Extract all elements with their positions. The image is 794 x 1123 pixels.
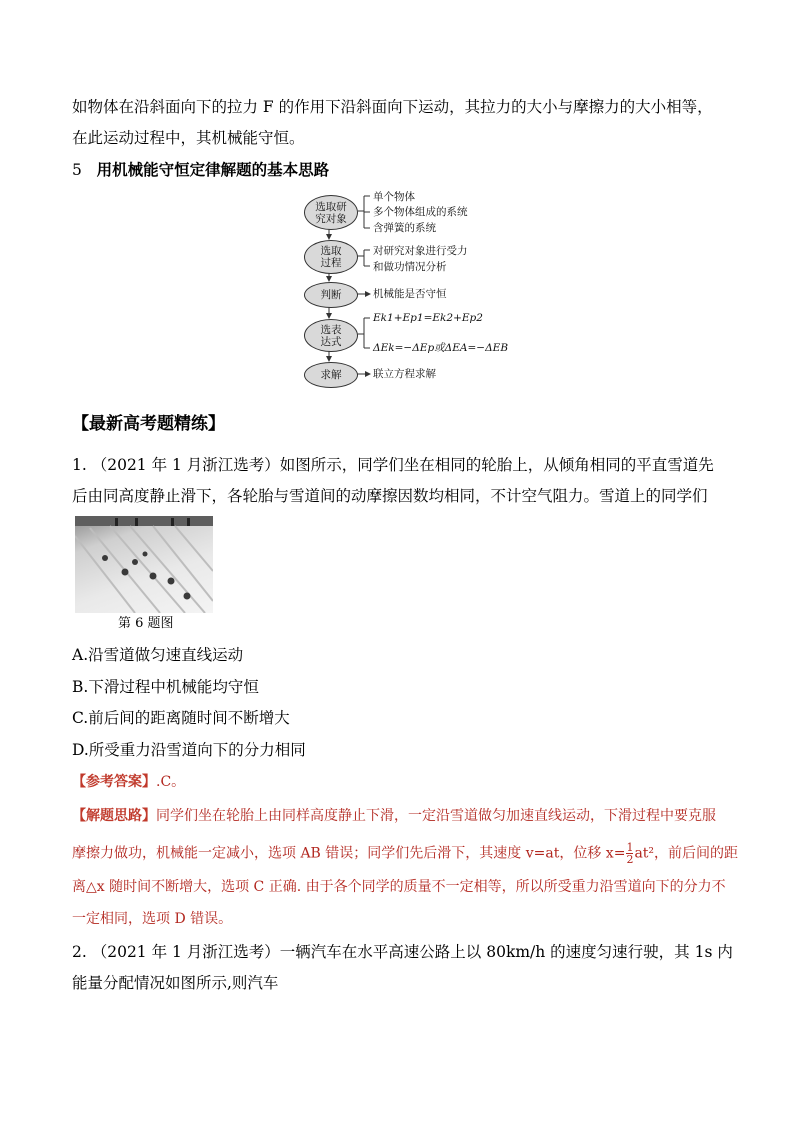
step-solve [304, 362, 358, 388]
solution-flow-diagram [300, 188, 509, 388]
step-label: 求解 [320, 369, 342, 381]
answer-line [72, 772, 185, 792]
analysis-line-1 [72, 806, 716, 826]
option-c: C.前后间的距离随时间不断增大 [72, 709, 290, 727]
analysis-line-2 [72, 842, 738, 865]
intro-line-2: 在此运动过程中，其机械能守恒。 [72, 129, 305, 147]
step-label: 选取过程 [320, 245, 342, 269]
analysis-label: 【解题思路】 [72, 808, 156, 824]
fraction-half: $\frac{1}{2}$ [626, 841, 634, 866]
option-d: D.所受重力沿雪道向下的分力相同 [72, 741, 306, 759]
note: 联立方程求解 [373, 368, 436, 380]
step-select-object [304, 195, 358, 230]
analysis-text-2a: 摩擦力做功，机械能一定减小，选项 AB 错误；同学们先后滑下，其速度 v=at，位移 x= [72, 845, 626, 862]
step-label: 选表达式 [320, 323, 342, 348]
q1-line-1: 1. （2021 年 1 月浙江选考）如图所示，同学们坐在相同的轮胎上，从倾角相同的平直雪道先 [72, 456, 714, 474]
analysis-line-3: 离△x 随时间不断增大，选项 C 正确. 由于各个同学的质量不一定相等，所以所受重力沿雪道向下的分力不 [72, 879, 726, 895]
formula-energy: Ek1+Ep1=Ek2+Ep2 [373, 312, 483, 324]
q1-line-2: 后由同高度静止滑下，各轮胎与雪道间的动摩擦因数均相同，不计空气阻力。雪道上的同学们 [72, 487, 708, 505]
note: 含弹簧的系统 [373, 222, 436, 234]
section-number: 5 [72, 161, 82, 179]
analysis-text-2b: at²，前后间的距 [634, 845, 739, 862]
step-label: 判断 [320, 289, 342, 301]
option-a: A.沿雪道做匀速直线运动 [72, 646, 244, 664]
analysis-text-1: 同学们坐在轮胎上由同样高度静止下滑，一定沿雪道做匀加速直线运动，下滑过程中要克服 [156, 808, 716, 824]
option-b: B.下滑过程中机械能均守恒 [72, 678, 259, 696]
snow-slide-illustration [75, 516, 213, 613]
q2-line-2: 能量分配情况如图所示,则汽车 [72, 974, 279, 992]
step-judge [304, 282, 358, 308]
figure-caption: 第 6 题图 [118, 616, 174, 631]
analysis-line-4: 一定相同，选项 D 错误。 [72, 911, 233, 927]
section-5-heading [72, 160, 329, 180]
section-heading: 【最新高考题精练】 [72, 414, 225, 434]
section-title: 用机械能守恒定律解题的基本思路 [96, 161, 330, 179]
intro-line-1: 如物体在沿斜面向下的拉力 F 的作用下沿斜面向下运动，其拉力的大小与摩擦力的大小相等， [72, 98, 713, 116]
step-label: 选取研究对象 [315, 200, 347, 225]
step-select-process [304, 240, 358, 274]
step-select-expression [304, 319, 358, 352]
answer-value: .C。 [156, 774, 186, 790]
answer-label: 【参考答案】 [72, 774, 156, 790]
q2-line-1: 2. （2021 年 1 月浙江选考）一辆汽车在水平高速公路上以 80km/h 的速度匀速行驶，其 1s 内 [72, 943, 733, 961]
note: 单个物体 [373, 191, 415, 203]
note: 和做功情况分析 [373, 261, 447, 273]
note: 机械能是否守恒 [373, 288, 447, 300]
snow-slide-photo [75, 516, 213, 613]
note: 对研究对象进行受力 [373, 245, 468, 257]
note: 多个物体组成的系统 [373, 206, 468, 218]
formula-delta: ΔEk=−ΔEp或ΔEA=−ΔEB [373, 342, 509, 354]
